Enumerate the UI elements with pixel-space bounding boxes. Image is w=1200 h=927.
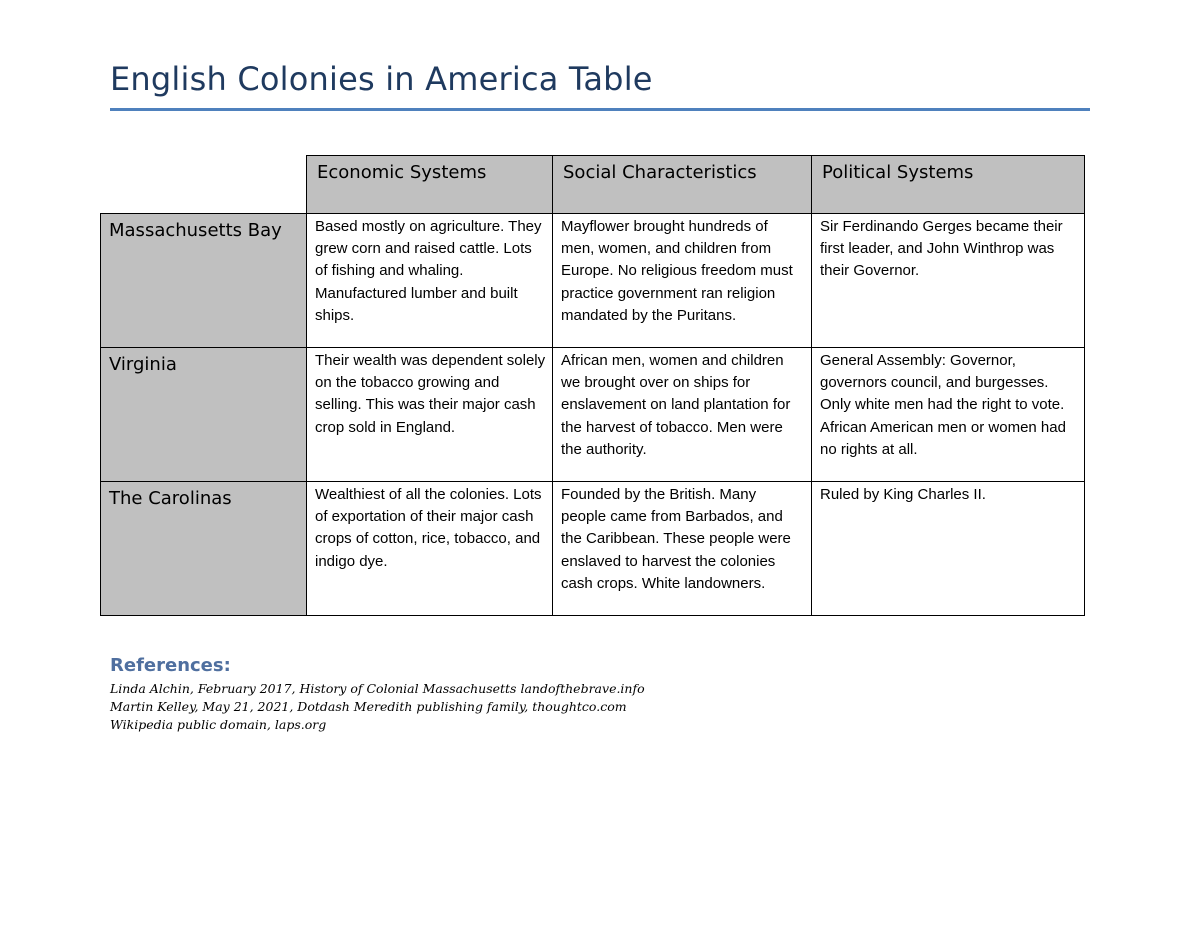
reference-item: Martin Kelley, May 21, 2021, Dotdash Meredith publishing family, thoughtco.com bbox=[110, 699, 627, 714]
header-political-systems: Political Systems bbox=[812, 156, 1085, 214]
massachusetts-economic-cell: Based mostly on agriculture. They grew corn and raised cattle. Lots of fishing and whaling. Manufactured lumber and built ships. bbox=[307, 214, 553, 348]
header-social-characteristics: Social Characteristics bbox=[553, 156, 812, 214]
reference-item: Wikipedia public domain, laps.org bbox=[110, 717, 327, 732]
title-underline bbox=[110, 108, 1090, 111]
table-header-row bbox=[101, 156, 1085, 214]
carolinas-political-cell: Ruled by King Charles II. bbox=[812, 482, 1085, 616]
virginia-economic-cell: Their wealth was dependent solely on the tobacco growing and selling. This was their major cash crop sold in England. bbox=[307, 348, 553, 482]
references-section bbox=[110, 655, 645, 734]
row-label-the-carolinas: The Carolinas bbox=[101, 482, 307, 616]
table-row bbox=[101, 214, 1085, 348]
massachusetts-political-cell: Sir Ferdinando Gerges became their first leader, and John Winthrop was their Governor. bbox=[812, 214, 1085, 348]
row-label-virginia: Virginia bbox=[101, 348, 307, 482]
virginia-political-cell: General Assembly: Governor, governors council, and burgesses. Only white men had the right to vote. African American men or women had no rights at all. bbox=[812, 348, 1085, 482]
carolinas-social-cell: Founded by the British. Many people came from Barbados, and the Caribbean. These people were enslaved to harvest the colonies cash crops. White landowners. bbox=[553, 482, 812, 616]
reference-item: Linda Alchin, February 2017, History of Colonial Massachusetts landofthebrave.info bbox=[110, 681, 645, 696]
colonies-table bbox=[100, 155, 1085, 616]
page-title: English Colonies in America Table bbox=[110, 60, 653, 98]
table-row bbox=[101, 482, 1085, 616]
carolinas-economic-cell: Wealthiest of all the colonies. Lots of exportation of their major cash crops of cotton, rice, tobacco, and indigo dye. bbox=[307, 482, 553, 616]
header-economic-systems: Economic Systems bbox=[307, 156, 553, 214]
table-corner bbox=[101, 156, 307, 214]
massachusetts-social-cell: Mayflower brought hundreds of men, women, and children from Europe. No religious freedom must practice government ran religion mandated by the Puritans. bbox=[553, 214, 812, 348]
row-label-massachusetts-bay: Massachusetts Bay bbox=[101, 214, 307, 348]
virginia-social-cell: African men, women and children we brought over on ships for enslavement on land plantation for the harvest of tobacco. Men were the authority. bbox=[553, 348, 812, 482]
table-row bbox=[101, 348, 1085, 482]
references-heading: References: bbox=[110, 655, 231, 676]
